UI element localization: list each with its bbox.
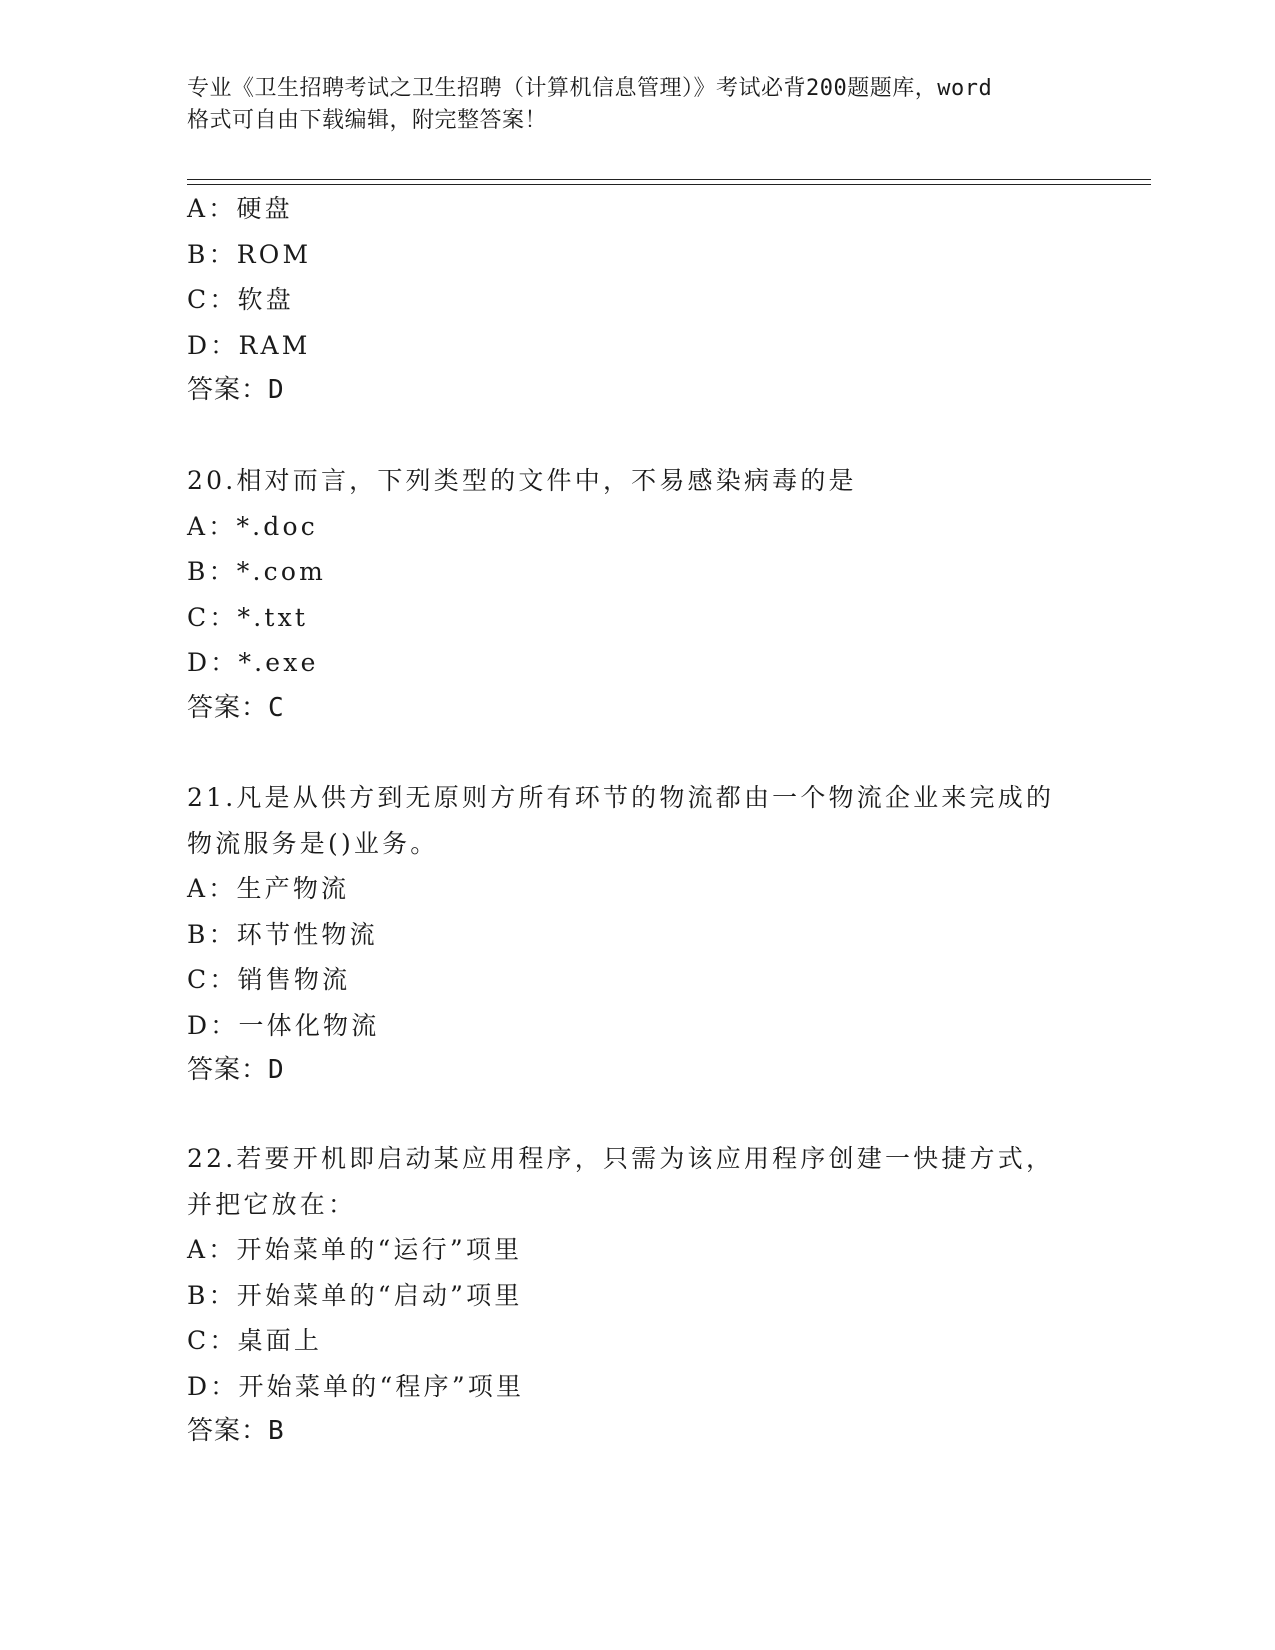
- answer: 答案：D: [187, 1055, 285, 1085]
- header-divider-top: [187, 179, 1151, 180]
- option-a: A：硬盘: [187, 194, 293, 223]
- question-22-block: [187, 1136, 1087, 1455]
- question-21-block: [187, 775, 1087, 1094]
- answer: 答案：C: [187, 692, 285, 723]
- document-header: [187, 73, 1087, 137]
- option-b: B：环节性物流: [187, 919, 378, 949]
- option-d: D：开始菜单的“程序”项里: [187, 1371, 525, 1401]
- answer: 答案：D: [187, 375, 285, 405]
- option-c: C：软盘: [187, 285, 294, 314]
- option-d: D：RAM: [187, 330, 311, 360]
- option-b: B：开始菜单的“启动”项里: [187, 1280, 523, 1310]
- option-c: C：*.txt: [187, 602, 309, 632]
- question-stem-continued: 并把它放在：: [187, 1189, 357, 1219]
- header-divider-bottom: [187, 184, 1151, 185]
- question-stem-continued: 物流服务是()业务。: [187, 828, 439, 858]
- option-b: B：ROM: [187, 239, 312, 269]
- header-line-1: 专业《卫生招聘考试之卫生招聘（计算机信息管理）》考试必背200题题库，word: [187, 76, 993, 101]
- answer: 答案：B: [187, 1416, 285, 1446]
- question-stem: 20.相对而言，下列类型的文件中，不易感染病毒的是: [187, 466, 857, 495]
- option-a: A：生产物流: [187, 874, 350, 903]
- option-c: C：销售物流: [187, 965, 351, 994]
- option-a: A：开始菜单的“运行”项里: [187, 1235, 523, 1264]
- option-c: C：桌面上: [187, 1326, 323, 1355]
- question-19-block: [187, 186, 1087, 414]
- question-stem: 22.若要开机即启动某应用程序，只需为该应用程序创建一快捷方式，: [187, 1144, 1055, 1173]
- option-d: D：一体化物流: [187, 1010, 380, 1040]
- question-20-block: [187, 458, 1087, 731]
- option-a: A：*.doc: [187, 511, 318, 541]
- header-line-2: 格式可自由下载编辑，附完整答案！: [187, 108, 548, 133]
- option-d: D：*.exe: [187, 648, 319, 677]
- question-stem: 21.凡是从供方到无原则方所有环节的物流都由一个物流企业来完成的: [187, 783, 1055, 812]
- option-b: B：*.com: [187, 557, 326, 586]
